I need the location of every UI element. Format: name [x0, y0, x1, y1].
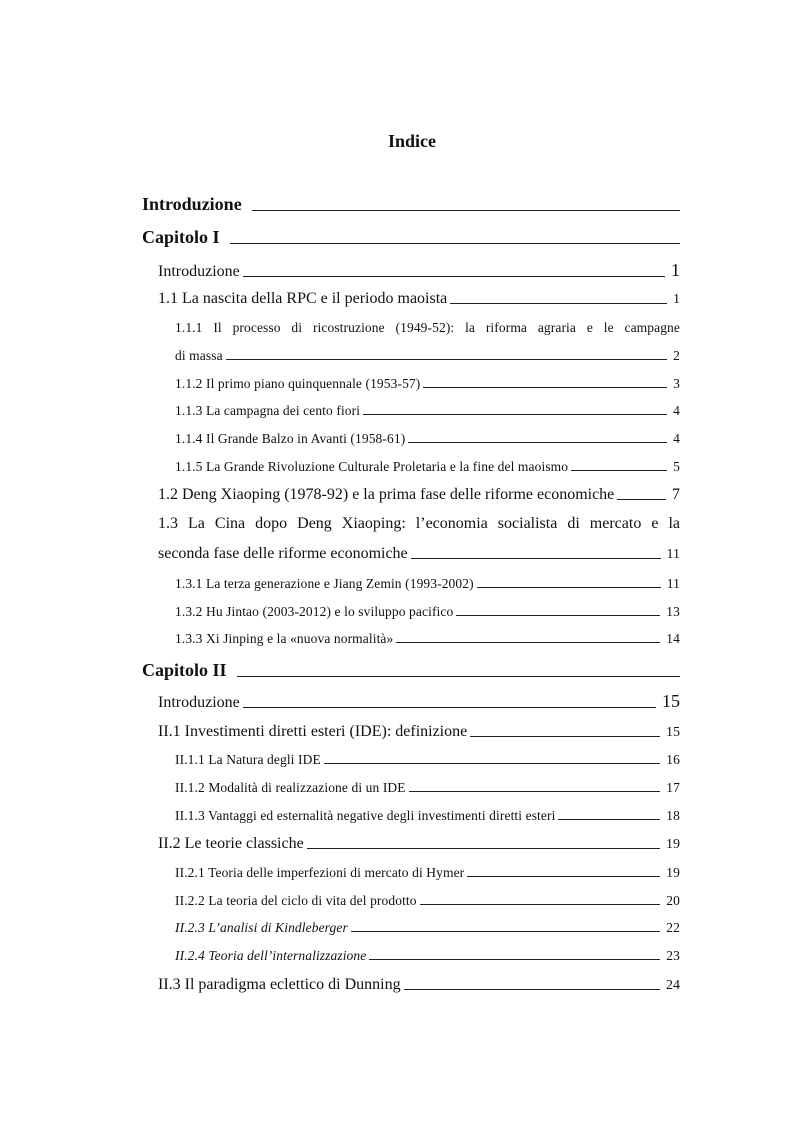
toc-entry-2-1-1[interactable] — [175, 752, 680, 768]
toc-leader — [396, 642, 660, 643]
toc-page-number: 11 — [666, 547, 680, 562]
toc-leader — [324, 763, 661, 764]
toc-leader — [243, 276, 665, 277]
toc-page-number: 3 — [673, 376, 680, 391]
toc-entry-1-2[interactable] — [158, 486, 680, 504]
toc-page-number: 19 — [666, 837, 680, 852]
toc-entry-label: II.2.1 Teoria delle imperfezioni di mercato di Hymer — [175, 865, 465, 880]
toc-leader — [307, 848, 660, 849]
toc-entry-label: II.1.2 Modalità di realizzazione di un IDE — [175, 780, 406, 795]
toc-entry-2-2-2[interactable] — [175, 893, 680, 909]
page-title: Indice — [387, 131, 436, 151]
toc-entry-label: 1.1.3 La campagna dei cento fiori — [175, 403, 361, 418]
toc-leader — [420, 904, 661, 905]
toc-page-number: 13 — [666, 604, 680, 619]
toc-entry-label: II.1 Investimenti diretti esteri (IDE): definizione — [158, 723, 468, 740]
toc-leader — [423, 387, 667, 388]
toc-page-number: 5 — [673, 459, 680, 474]
toc-leader — [408, 442, 667, 443]
toc-page-number: 23 — [666, 948, 680, 963]
toc-leader — [411, 558, 661, 559]
toc-entry-c1-introduzione[interactable] — [158, 260, 680, 281]
toc-entry-label: 1.3.3 Xi Jinping e la «nuova normalità» — [175, 631, 394, 646]
toc-leader — [477, 587, 661, 588]
toc-page-number: 20 — [666, 893, 680, 908]
toc-page-number: 2 — [673, 348, 680, 363]
toc-entry-1-1[interactable] — [158, 290, 680, 308]
toc-page-number: 15 — [666, 725, 680, 740]
toc-leader — [470, 736, 660, 737]
toc-entry-1-3[interactable] — [158, 545, 680, 563]
toc-entry-1-3-1[interactable] — [175, 576, 680, 592]
toc-page-number: 4 — [673, 431, 680, 446]
toc-entry-1-1-3[interactable] — [175, 403, 680, 419]
toc-entry-2-2-4[interactable] — [175, 948, 680, 964]
toc-entry-1-1-2[interactable] — [175, 376, 680, 392]
toc-page-number: 15 — [662, 691, 680, 711]
toc-entry-capitolo-2[interactable] — [142, 660, 680, 681]
toc-entry-2-2[interactable] — [158, 835, 680, 853]
toc-entry-introduzione[interactable] — [142, 194, 680, 215]
toc-leader — [571, 470, 667, 471]
toc-entry-2-2-3[interactable] — [175, 920, 680, 936]
toc-leader — [243, 707, 656, 708]
toc-entry-label: II.1.3 Vantaggi ed esternalità negative degli investimenti diretti esteri — [175, 808, 556, 823]
toc-entry-label: 1.1.5 La Grande Rivoluzione Culturale Proletaria e la fine del maoismo — [175, 459, 569, 474]
toc-entry-2-1[interactable] — [158, 723, 680, 741]
toc-page-number: 17 — [666, 780, 680, 795]
toc-page-number: 1 — [673, 292, 680, 307]
toc-leader — [467, 876, 660, 877]
toc-entry-label: Capitolo I — [142, 227, 220, 247]
toc-entry-label: II.1.1 La Natura degli IDE — [175, 752, 321, 767]
toc-entry-label: II.2.3 L’analisi di Kindleberger — [175, 920, 348, 935]
toc-entry-1-3-line1[interactable]: 1.3 La Cina dopo Deng Xiaoping: l’economia socialista di mercato e la — [158, 515, 680, 532]
toc-entry-label: 1.1 La nascita della RPC e il periodo maoista — [158, 290, 448, 307]
toc-leader — [404, 989, 660, 990]
toc-page-number: 7 — [672, 486, 680, 503]
toc-entry-1-1-4[interactable] — [175, 431, 680, 447]
toc-entry-2-1-3[interactable] — [175, 808, 680, 824]
toc-entry-label: II.3 Il paradigma eclettico di Dunning — [158, 976, 401, 993]
toc-entry-label: 1.1.4 Il Grande Balzo in Avanti (1958-61) — [175, 431, 406, 446]
toc-leader — [237, 676, 680, 677]
toc-entry-label: Introduzione — [158, 263, 240, 280]
toc-entry-label: seconda fase delle riforme economiche — [158, 545, 408, 562]
toc-page-number: 1 — [671, 260, 680, 280]
toc-entry-label: Capitolo II — [142, 660, 227, 680]
toc-entry-label: Introduzione — [142, 194, 242, 214]
toc-leader — [558, 819, 660, 820]
toc-entry-c2-introduzione[interactable] — [158, 691, 680, 712]
toc-leader — [617, 499, 666, 500]
toc-page-number: 14 — [666, 631, 680, 646]
toc-page-number: 4 — [673, 403, 680, 418]
toc-entry-1-3-2[interactable] — [175, 604, 680, 620]
toc-entry-2-2-1[interactable] — [175, 865, 680, 881]
toc-entry-label: 1.1.2 Il primo piano quinquennale (1953-57) — [175, 376, 421, 391]
toc-entry-label: 1.3.1 La terza generazione e Jiang Zemin (1993-2002) — [175, 576, 474, 591]
toc-leader — [456, 615, 660, 616]
toc-entry-label: Introduzione — [158, 694, 240, 711]
toc-page-number: 11 — [666, 576, 680, 591]
toc-leader — [363, 414, 667, 415]
toc-leader — [252, 210, 680, 211]
toc-entry-1-1-5[interactable] — [175, 459, 680, 475]
toc-entry-label: di massa — [175, 348, 223, 363]
toc-entry-1-3-3[interactable] — [175, 631, 680, 647]
toc-page-number: 16 — [666, 752, 680, 767]
toc-entry-label: II.2 Le teorie classiche — [158, 835, 304, 852]
toc-entry-label: II.2.4 Teoria dell’internalizzazione — [175, 948, 367, 963]
toc-leader — [409, 791, 661, 792]
toc-entry-2-1-2[interactable] — [175, 780, 680, 796]
toc-entry-capitolo-1[interactable] — [142, 227, 680, 248]
toc-leader — [351, 931, 660, 932]
toc-page-number: 19 — [666, 865, 680, 880]
toc-entry-label: 1.2 Deng Xiaoping (1978-92) e la prima fase delle riforme economiche — [158, 486, 615, 503]
toc-leader — [226, 359, 667, 360]
toc-entry-2-3[interactable] — [158, 976, 680, 994]
toc-page-number: 18 — [666, 808, 680, 823]
toc-entry-1-1-1[interactable] — [175, 348, 680, 364]
toc-leader — [230, 243, 680, 244]
toc-leader — [450, 303, 667, 304]
toc-entry-label: 1.3.2 Hu Jintao (2003-2012) e lo sviluppo pacifico — [175, 604, 454, 619]
toc-entry-label: II.2.2 La teoria del ciclo di vita del prodotto — [175, 893, 417, 908]
toc-entry-1-1-1-line1[interactable]: 1.1.1 Il processo di ricostruzione (1949-52): la riforma agraria e le campagne — [175, 320, 680, 335]
toc-page-number: 22 — [666, 920, 680, 935]
toc-leader — [369, 959, 660, 960]
toc-page-number: 24 — [666, 978, 680, 993]
